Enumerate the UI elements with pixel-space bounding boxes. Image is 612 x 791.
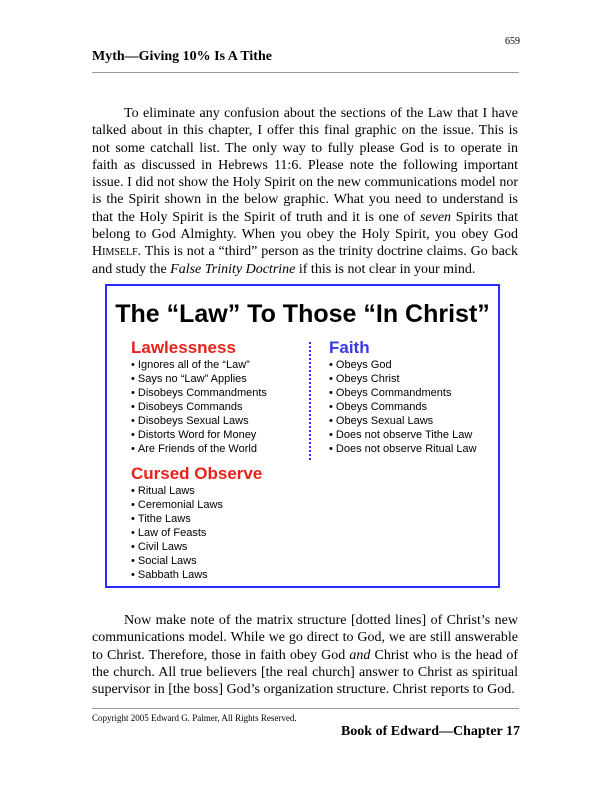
small-caps-himself: Himself [92, 244, 138, 260]
emphasis-book-title: False Trinity Doctrine [170, 261, 296, 277]
lawlessness-list [131, 358, 267, 456]
list-item: • Tithe Laws [131, 512, 267, 526]
emphasis-and: and [349, 647, 371, 663]
running-header: Myth—Giving 10% Is A Tithe [92, 49, 272, 64]
left-column [131, 338, 267, 582]
list-item: • Obeys Commands [329, 400, 477, 414]
list-item: • Ignores all of the “Law” [131, 358, 267, 372]
closing-paragraph [92, 612, 518, 698]
list-item: • Disobeys Sexual Laws [131, 414, 267, 428]
cursed-observe-heading: Cursed Observe [131, 464, 263, 483]
faith-list [329, 358, 477, 456]
list-item: • Distorts Word for Money [131, 428, 267, 442]
text-run: if this is not clear in your mind. [295, 261, 476, 277]
footer-rule [92, 708, 519, 709]
list-item: • Ceremonial Laws [131, 498, 267, 512]
text-run: Now make note of the matrix structure [dotted lines] of Christ’s new communications model. While we go direct to God, we are still answerable to Christ. Therefore, those in faith obey God [92, 613, 518, 663]
list-item: • Obeys Christ [329, 372, 477, 386]
law-graphic [105, 284, 500, 588]
intro-paragraph [92, 105, 518, 278]
list-item: • Social Laws [131, 554, 267, 568]
lawlessness-heading: Lawlessness [131, 338, 236, 357]
text-run: . This is not a “third” person as the trinity doctrine claims. Go back and study the [92, 244, 518, 277]
text-run: Christ who is the head of the church. All true believers [the real church] answer to Christ as spiritual supervisor in [the boss] God’s organization structure. Christ reports to God. [92, 647, 519, 698]
emphasis-seven: seven [419, 209, 452, 225]
graphic-title: The “Law” To Those “In Christ” [115, 300, 490, 328]
faith-heading: Faith [329, 338, 370, 357]
header-rule [92, 72, 519, 73]
page-number: 659 [505, 36, 520, 47]
list-item: • Says no “Law” Applies [131, 372, 267, 386]
footer-book-title: Book of Edward—Chapter 17 [340, 724, 520, 739]
list-item: • Obeys Commandments [329, 386, 477, 400]
list-item: • Disobeys Commands [131, 400, 267, 414]
list-item: • Does not observe Ritual Law [329, 442, 477, 456]
list-item: • Law of Feasts [131, 526, 267, 540]
list-item: • Ritual Laws [131, 484, 267, 498]
list-item: • Sabbath Laws [131, 568, 267, 582]
list-item: • Are Friends of the World [131, 442, 267, 456]
list-item: • Does not observe Tithe Law [329, 428, 477, 442]
text-run: To eliminate any confusion about the sections of the Law that I have talked about in this chapter, I offer this final graphic on the issue. This is not some catchall list. The only way to fully please God is to operate in faith as discussed in Hebrews 11:6. Please note the following important issue. I did not show the Holy Spirit on the new communications model nor is the Spirit shown in the below graphic. What you need to understand is that the Holy Spirit is the Spirit of truth and it is one of [92, 106, 518, 225]
text-run: Spirits that belong to God Almighty. When you obey the Holy Spirit, you obey God [92, 209, 518, 243]
cursed-observe-list [131, 484, 267, 582]
list-item: • Disobeys Commandments [131, 386, 267, 400]
list-item: • Obeys God [329, 358, 477, 372]
dotted-divider [309, 342, 311, 460]
copyright-notice: Copyright 2005 Edward G. Palmer, All Rights Reserved. [92, 713, 297, 723]
right-column [329, 338, 477, 456]
list-item: • Obeys Sexual Laws [329, 414, 477, 428]
list-item: • Civil Laws [131, 540, 267, 554]
